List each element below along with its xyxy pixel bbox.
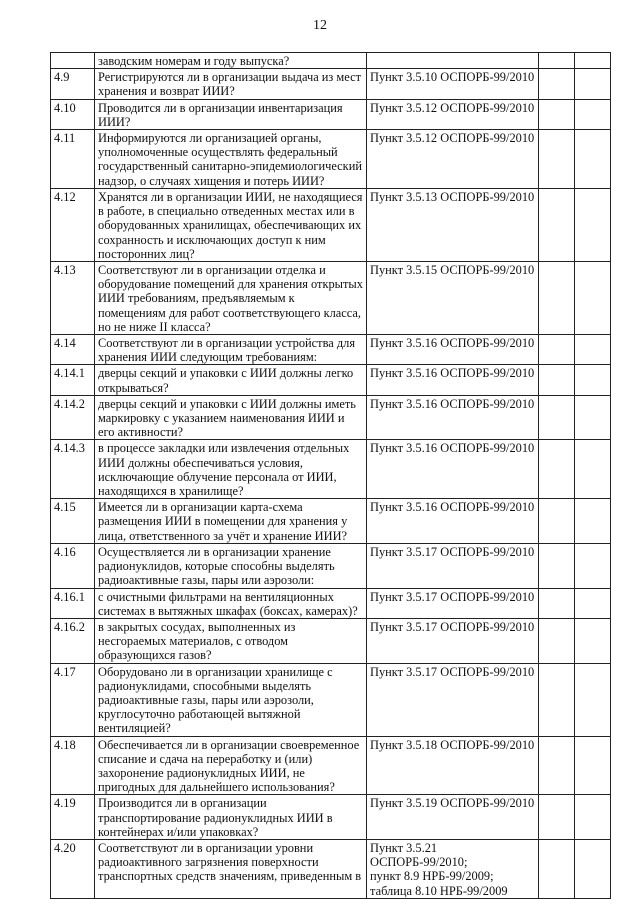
table-row xyxy=(51,395,611,440)
item-number: 4.14 xyxy=(51,335,95,365)
regulation-reference: Пункт 3.5.18 ОСПОРБ-99/2010 xyxy=(367,736,539,795)
item-number: 4.19 xyxy=(51,795,95,840)
regulation-reference: Пункт 3.5.21 ОСПОРБ-99/2010; пункт 8.9 НРБ-99/2009; таблица 8.10 НРБ-99/2009 xyxy=(367,839,539,898)
table-row xyxy=(51,189,611,262)
item-number: 4.11 xyxy=(51,130,95,189)
item-number: 4.14.3 xyxy=(51,440,95,499)
requirement-question: Производится ли в организации транспортирование радионуклидных ИИИ в контейнерах и/или упаковках? xyxy=(95,795,367,840)
answer-cell-yes[interactable] xyxy=(539,69,575,99)
requirement-question: заводским номерам и году выпуска? xyxy=(95,53,367,69)
requirement-question: Информируются ли организацией органы, уполномоченные осуществлять федеральный государственный санитарно-эпидемиологический надзор, о случаях хищения и потерь ИИИ? xyxy=(95,130,367,189)
answer-cell-yes[interactable] xyxy=(539,53,575,69)
table-row xyxy=(51,335,611,365)
item-number: 4.16.2 xyxy=(51,618,95,663)
regulation-reference: Пункт 3.5.19 ОСПОРБ-99/2010 xyxy=(367,795,539,840)
item-number: 4.9 xyxy=(51,69,95,99)
table-row xyxy=(51,365,611,395)
item-number: 4.15 xyxy=(51,499,95,544)
answer-cell-no[interactable] xyxy=(575,499,611,544)
regulation-reference: Пункт 3.5.12 ОСПОРБ-99/2010 xyxy=(367,130,539,189)
regulation-reference: Пункт 3.5.15 ОСПОРБ-99/2010 xyxy=(367,262,539,335)
table-row xyxy=(51,262,611,335)
item-number: 4.16.1 xyxy=(51,588,95,618)
answer-cell-yes[interactable] xyxy=(539,736,575,795)
requirement-question: дверцы секций и упаковки с ИИИ должны легко открываться? xyxy=(95,365,367,395)
table-row xyxy=(51,663,611,736)
requirement-question: в процессе закладки или извлечения отдельных ИИИ должны обеспечиваться условия, исключающие облучение персонала от ИИИ, находящихся в хранилище? xyxy=(95,440,367,499)
answer-cell-no[interactable] xyxy=(575,189,611,262)
answer-cell-no[interactable] xyxy=(575,335,611,365)
requirement-question: Проводится ли в организации инвентаризация ИИИ? xyxy=(95,99,367,129)
answer-cell-yes[interactable] xyxy=(539,99,575,129)
regulation-reference: Пункт 3.5.12 ОСПОРБ-99/2010 xyxy=(367,99,539,129)
answer-cell-no[interactable] xyxy=(575,618,611,663)
item-number: 4.13 xyxy=(51,262,95,335)
answer-cell-no[interactable] xyxy=(575,53,611,69)
requirement-question: Имеется ли в организации карта-схема размещения ИИИ в помещении для хранения у лица, ответственного за учёт и хранение ИИИ? xyxy=(95,499,367,544)
table-row xyxy=(51,53,611,69)
requirement-question: Осуществляется ли в организации хранение радионуклидов, которые способны выделять радиоактивные газы, пары или аэрозоли: xyxy=(95,543,367,588)
requirement-question: Хранятся ли в организации ИИИ, не находящиеся в работе, в специально отведенных местах или в оборудованных хранилищах, обеспечивающих их сохранность и исключающих доступ к ним посторонних лиц? xyxy=(95,189,367,262)
regulation-reference: Пункт 3.5.16 ОСПОРБ-99/2010 xyxy=(367,395,539,440)
answer-cell-yes[interactable] xyxy=(539,365,575,395)
item-number: 4.14.2 xyxy=(51,395,95,440)
answer-cell-yes[interactable] xyxy=(539,663,575,736)
answer-cell-no[interactable] xyxy=(575,440,611,499)
requirement-question: Обеспечивается ли в организации своевременное списание и сдача на переработку и (или) захоронение радионуклидных ИИИ, не пригодных для дальнейшего использования? xyxy=(95,736,367,795)
item-number: 4.14.1 xyxy=(51,365,95,395)
answer-cell-yes[interactable] xyxy=(539,262,575,335)
regulation-reference: Пункт 3.5.10 ОСПОРБ-99/2010 xyxy=(367,69,539,99)
answer-cell-yes[interactable] xyxy=(539,440,575,499)
answer-cell-no[interactable] xyxy=(575,365,611,395)
table-row xyxy=(51,499,611,544)
answer-cell-no[interactable] xyxy=(575,839,611,898)
requirement-question: в закрытых сосудах, выполненных из несгораемых материалов, с отводом образующихся газов? xyxy=(95,618,367,663)
table-row xyxy=(51,440,611,499)
requirement-question: с очистными фильтрами на вентиляционных системах в вытяжных шкафах (боксах, камерах)? xyxy=(95,588,367,618)
regulation-reference: Пункт 3.5.17 ОСПОРБ-99/2010 xyxy=(367,588,539,618)
requirement-question: Соответствуют ли в организации уровни радиоактивного загрязнения поверхности транспортных средств значениям, приведенным в xyxy=(95,839,367,898)
table-row xyxy=(51,795,611,840)
item-number: 4.12 xyxy=(51,189,95,262)
requirement-question: Оборудовано ли в организации хранилище с радионуклидами, способными выделять радиоактивные газы, пары или аэрозоли, круглосуточно работающей вытяжной вентиляцией? xyxy=(95,663,367,736)
requirement-question: Регистрируются ли в организации выдача из мест хранения и возврат ИИИ? xyxy=(95,69,367,99)
regulation-reference: Пункт 3.5.16 ОСПОРБ-99/2010 xyxy=(367,440,539,499)
item-number xyxy=(51,53,95,69)
regulation-reference: Пункт 3.5.16 ОСПОРБ-99/2010 xyxy=(367,335,539,365)
regulation-reference: Пункт 3.5.16 ОСПОРБ-99/2010 xyxy=(367,499,539,544)
table-row xyxy=(51,736,611,795)
table-row xyxy=(51,588,611,618)
item-number: 4.20 xyxy=(51,839,95,898)
answer-cell-yes[interactable] xyxy=(539,130,575,189)
answer-cell-yes[interactable] xyxy=(539,335,575,365)
answer-cell-no[interactable] xyxy=(575,588,611,618)
item-number: 4.17 xyxy=(51,663,95,736)
table-row xyxy=(51,618,611,663)
answer-cell-yes[interactable] xyxy=(539,543,575,588)
answer-cell-no[interactable] xyxy=(575,795,611,840)
regulation-reference xyxy=(367,53,539,69)
regulation-reference: Пункт 3.5.17 ОСПОРБ-99/2010 xyxy=(367,543,539,588)
checklist-body xyxy=(51,53,611,899)
answer-cell-yes[interactable] xyxy=(539,795,575,840)
answer-cell-no[interactable] xyxy=(575,99,611,129)
requirement-question: Соответствуют ли в организации отделка и оборудование помещений для хранения открытых ИИИ требованиям, предъявляемым к помещениям для работ соответствующего класса, но не ниже II класса? xyxy=(95,262,367,335)
answer-cell-yes[interactable] xyxy=(539,839,575,898)
item-number: 4.10 xyxy=(51,99,95,129)
answer-cell-no[interactable] xyxy=(575,395,611,440)
answer-cell-no[interactable] xyxy=(575,543,611,588)
table-row xyxy=(51,69,611,99)
answer-cell-yes[interactable] xyxy=(539,395,575,440)
table-row xyxy=(51,543,611,588)
requirement-question: Соответствуют ли в организации устройства для хранения ИИИ следующим требованиям: xyxy=(95,335,367,365)
regulation-reference: Пункт 3.5.17 ОСПОРБ-99/2010 xyxy=(367,663,539,736)
answer-cell-no[interactable] xyxy=(575,130,611,189)
table-row xyxy=(51,99,611,129)
answer-cell-yes[interactable] xyxy=(539,618,575,663)
answer-cell-no[interactable] xyxy=(575,736,611,795)
item-number: 4.18 xyxy=(51,736,95,795)
page-number: 12 xyxy=(313,18,327,33)
table-row xyxy=(51,130,611,189)
regulation-reference: Пункт 3.5.16 ОСПОРБ-99/2010 xyxy=(367,365,539,395)
answer-cell-no[interactable] xyxy=(575,69,611,99)
regulation-reference: Пункт 3.5.13 ОСПОРБ-99/2010 xyxy=(367,189,539,262)
table-row xyxy=(51,839,611,898)
regulation-reference: Пункт 3.5.17 ОСПОРБ-99/2010 xyxy=(367,618,539,663)
requirement-question: дверцы секций и упаковки с ИИИ должны иметь маркировку с указанием наименования ИИИ и его активности? xyxy=(95,395,367,440)
item-number: 4.16 xyxy=(51,543,95,588)
answer-cell-no[interactable] xyxy=(575,663,611,736)
answer-cell-yes[interactable] xyxy=(539,189,575,262)
answer-cell-yes[interactable] xyxy=(539,499,575,544)
checklist-table xyxy=(50,52,611,899)
answer-cell-yes[interactable] xyxy=(539,588,575,618)
answer-cell-no[interactable] xyxy=(575,262,611,335)
